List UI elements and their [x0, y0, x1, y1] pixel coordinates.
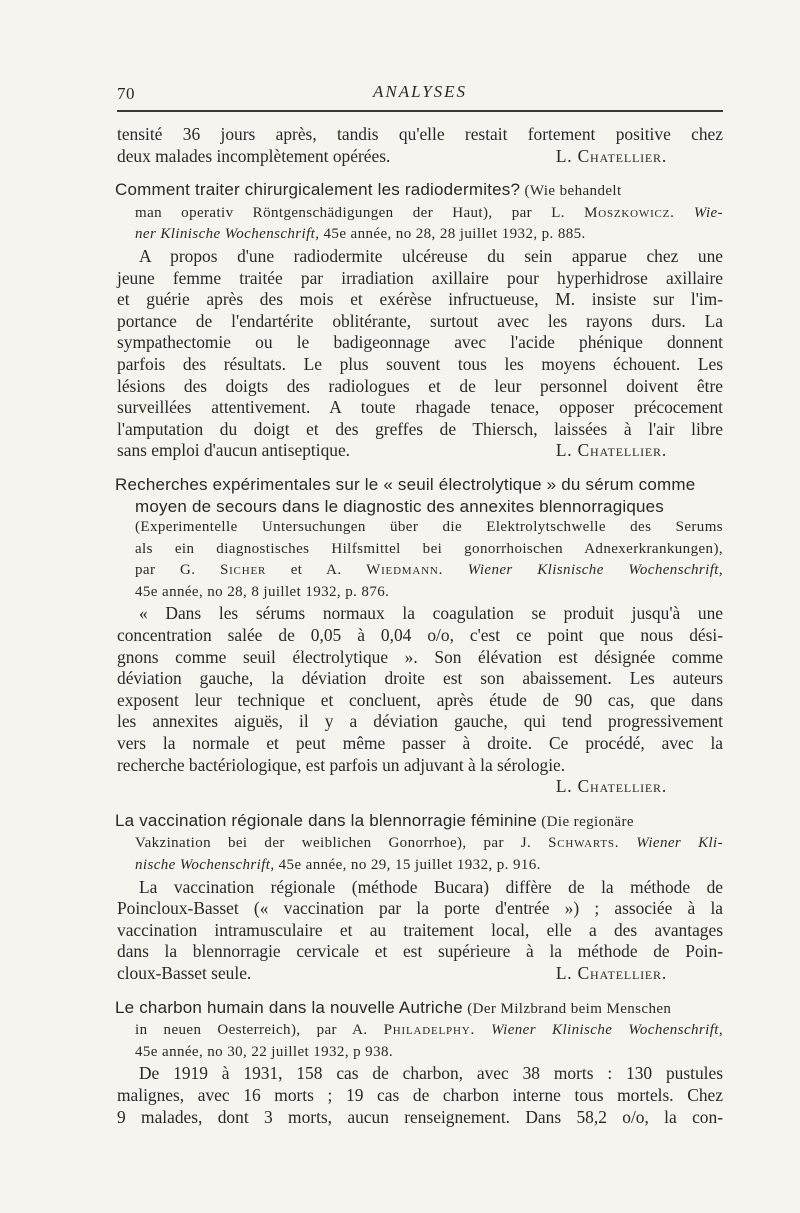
text-line: lésions des doigts des radiologues et de leur personnel doivent être	[117, 375, 723, 396]
article-heading-line	[115, 810, 723, 834]
article-heading: La vaccination régionale dans la blennorragie féminine	[115, 810, 537, 830]
reference-author: Schwarts.	[548, 835, 620, 852]
article-heading: Recherches expérimentales sur le « seuil électrolytique » du sérum comme	[115, 474, 696, 494]
reference-line: 45e année, no 30, 22 juillet 1932, p 938.	[135, 1043, 394, 1060]
reference-text: 45e année, no 28, 28 juillet 1932, p. 885.	[323, 226, 586, 243]
signature: L. Chatellier.	[555, 440, 667, 461]
text-line: parfois des résultats. Le plus souvent tous les moyens échouent. Les	[117, 353, 723, 374]
text-line: malignes, avec 16 morts ; 19 cas de charbon interne tous mortels. Chez	[117, 1084, 723, 1105]
reference-text: in neuen Oesterreich), par A.	[135, 1022, 368, 1039]
reference-journal: Wiener Klisnische Wochenschrift,	[467, 562, 723, 579]
reference-journal: Wie-	[693, 204, 723, 221]
text-line: La vaccination régionale (méthode Bucara) diffère de la méthode de	[139, 876, 723, 897]
article-heading-line	[115, 179, 723, 203]
text-fragment: deux malades incomplètement opérées.	[117, 145, 391, 166]
text-fragment: sans emploi d'aucun antiseptique.	[117, 440, 351, 461]
reference-line	[117, 855, 723, 877]
article-heading-line	[115, 997, 723, 1021]
text-line: déviation gauche, la déviation droite est son abaissement. Les auteurs	[117, 668, 723, 689]
text-line: concentration salée de 0,05 à 0,04 o/o, c'est ce point que nous dési-	[117, 625, 723, 646]
text-line: 9 malades, dont 3 morts, aucun renseignement. Dans 58,2 o/o, la con-	[117, 1106, 723, 1127]
article-charbon-humain	[117, 997, 723, 1129]
reference-line	[117, 833, 723, 855]
running-title: ANALYSES	[372, 82, 468, 101]
text-line	[117, 440, 723, 462]
article-radiodermites	[117, 179, 723, 462]
article-heading: moyen de secours dans le diagnostic des annexites blennorragiques	[135, 496, 664, 516]
reference-author: Moszkowicz.	[584, 204, 675, 221]
article-heading: Comment traiter chirurgicalement les radiodermites?	[115, 180, 521, 200]
reference-author: Wiedmann.	[366, 562, 444, 579]
reference-line: (Experimentelle Untersuchungen über die Elektrolytschwelle des Serums	[135, 519, 723, 536]
reference-line	[117, 203, 723, 225]
reference-text: et A.	[290, 562, 342, 579]
text-line: vers la normale et peut même passer à droite. Ce procédé, avec la	[117, 733, 723, 754]
text-line: recherche bactériologique, est parfois un adjuvant à la sérologie.	[117, 754, 566, 775]
article-reference: (Der Milzbrand beim Menschen	[467, 1000, 672, 1017]
reference-text: Vakzination bei der weiblichen Gonorrhoe), par J.	[135, 835, 532, 852]
reference-text: par G.	[135, 562, 196, 579]
reference-journal: nische Wochenschrift,	[135, 857, 275, 873]
text-line: l'amputation du doigt et des greffes de Thiersch, laissées à l'air libre	[117, 418, 723, 439]
text-line: De 1919 à 1931, 158 cas de charbon, avec 38 morts : 130 pustules	[139, 1063, 723, 1084]
text-line: vaccination intramusculaire et au traitement local, elle a des avantages	[117, 919, 723, 940]
text-line: Poincloux-Basset (« vaccination par la porte d'entrée ») ; associée à la	[117, 898, 723, 919]
article-reference: (Wie behandelt	[524, 183, 622, 200]
reference-line	[117, 224, 723, 246]
reference-line: 45e année, no 28, 8 juillet 1932, p. 876.	[135, 583, 390, 600]
reference-line	[117, 1020, 723, 1042]
article-heading: Le charbon humain dans la nouvelle Autriche	[115, 997, 463, 1017]
page-number: 70	[117, 84, 135, 103]
text-line: exposent leur technique et concluent, après étude de 90 cas, que dans	[117, 689, 723, 710]
reference-journal: Wiener Kli-	[636, 835, 724, 852]
running-head	[117, 80, 723, 108]
intro-continuation	[117, 124, 723, 167]
text-line: sympathectomie ou le badigeonnage avec l'acide phénique donnent	[117, 332, 723, 353]
article-reference: (Die regionäre	[541, 813, 634, 830]
text-line: portance de l'endartérite oblitérante, surtout avec les rayons durs. La	[117, 310, 723, 331]
article-vaccination-regionale	[117, 810, 723, 985]
text-line: jeune femme traitée par irradiation axillaire pour hyperhidrose axillaire	[117, 267, 723, 288]
page	[117, 80, 723, 1128]
text-line: les annexites aiguës, il y a déviation gauche, qui tend progressivement	[117, 711, 723, 732]
article-seuil-electrolytique	[117, 474, 723, 798]
text-line: « Dans les sérums normaux la coagulation se produit jusqu'à une	[139, 603, 723, 624]
reference-text: 45e année, no 29, 15 juillet 1932, p. 916.	[278, 857, 541, 873]
text-line	[117, 146, 723, 168]
text-line: gnons comme seuil électrolytique ». Son élévation est désignée comme	[117, 646, 723, 667]
signature: L. Chatellier.	[555, 145, 667, 166]
text-line: tensité 36 jours après, tandis qu'elle restait fortement positive chez	[117, 124, 723, 144]
header-rule	[117, 110, 723, 112]
page-body	[117, 124, 723, 1128]
reference-text: man operativ Röntgenschädigungen der Haut), par L.	[135, 204, 565, 221]
signature: L. Chatellier.	[555, 962, 667, 983]
signature: L. Chatellier.	[555, 776, 667, 797]
reference-journal: Wiener Klinische Wochenschrift,	[491, 1022, 723, 1039]
reference-line: als ein diagnostisches Hilfsmittel bei gonorrhoischen Adnexerkrankungen),	[135, 540, 723, 557]
text-line: surveillées attentivement. A toute rhagade tenace, opposer précocement	[117, 397, 723, 418]
text-line: et guérie après des mois et exérèse infructueuse, M. insiste sur l'im-	[117, 289, 723, 310]
text-line	[117, 963, 723, 985]
text-line: A propos d'une radiodermite ulcéreuse du sein apparue chez une	[139, 245, 723, 266]
reference-author: Philadelphy.	[383, 1022, 475, 1039]
text-fragment: cloux-Basset seule.	[117, 962, 252, 983]
reference-journal: ner Klinische Wochenschrift,	[135, 226, 320, 243]
text-line: dans la blennorragie cervicale et est supérieure à la méthode de Poin-	[117, 941, 723, 962]
reference-line	[117, 560, 723, 582]
reference-author: Sicher	[219, 562, 267, 579]
